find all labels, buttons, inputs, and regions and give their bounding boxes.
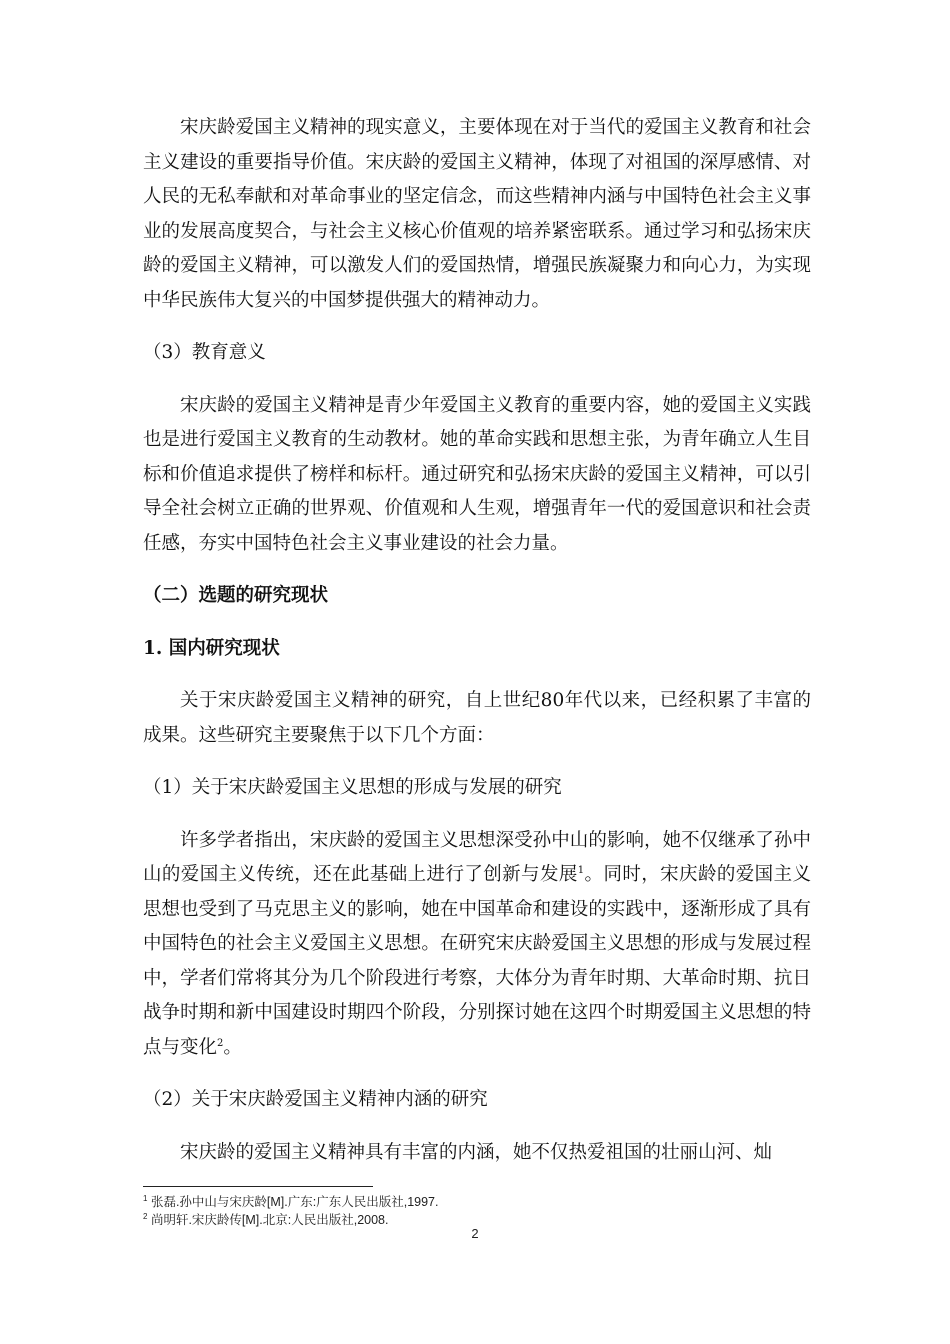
paragraph-educational-significance: 宋庆龄的爱国主义精神是青少年爱国主义教育的重要内容，她的爱国主义实践也是进行爱国主义教育的生动教材。她的革命实践和思想主张，为青年确立人生目标和价值追求提供了榜样和标杆。通过研究和弘扬宋庆龄的爱国主义精神，可以引导全社会树立正确的世界观、价值观和人生观，增强青年一代的爱国意识和社会责任感，夯实中国特色社会主义事业建设的社会力量。 — [143, 394, 811, 554]
footnote-mark: 1 — [143, 1193, 148, 1203]
paragraph-formation-development — [143, 824, 811, 1066]
footnote-mark: 2 — [143, 1211, 148, 1221]
page-number: 2 — [471, 1226, 479, 1241]
paragraph-text: 。 — [223, 1036, 242, 1058]
section-heading-research-status: （二）选题的研究现状 — [143, 585, 329, 606]
footnote-text: 尚明轩.宋庆龄传[M].北京:人民出版社,2008. — [150, 1213, 389, 1227]
footnote-ref-1[interactable]: 1 — [577, 864, 585, 876]
footnotes — [143, 1193, 811, 1229]
paragraph-research-overview: 关于宋庆龄爱国主义精神的研究，自上世纪80年代以来，已经积累了丰富的成果。这些研究主要聚焦于以下几个方面： — [143, 690, 811, 746]
paragraph-text: 许多学者指出，宋庆龄的爱国主义思想深受孙中山的影响，她不仅继承了孙中山的爱国主义传统，还在此基础上进行了创新与发展 — [143, 829, 811, 885]
paragraph-spirit-connotation: 宋庆龄的爱国主义精神具有丰富的内涵，她不仅热爱祖国的壮丽山河、灿 — [180, 1141, 773, 1163]
footnote-ref-2[interactable]: 2 — [217, 1037, 224, 1049]
footnote-item — [143, 1193, 811, 1211]
subheading-educational-significance: （3）教育意义 — [143, 342, 266, 363]
paragraph-practical-significance: 宋庆龄爱国主义精神的现实意义，主要体现在对于当代的爱国主义教育和社会主义建设的重要指导价值。宋庆龄的爱国主义精神，体现了对祖国的深厚感情、对人民的无私奉献和对革命事业的坚定信念，而这些精神内涵与中国特色社会主义事业的发展高度契合，与社会主义核心价值观的培养紧密联系。通过学习和弘扬宋庆龄的爱国主义精神，可以激发人们的爱国热情，增强民族凝聚力和向心力，为实现中华民族伟大复兴的中国梦提供强大的精神动力。 — [143, 117, 811, 311]
body-text — [143, 111, 811, 1176]
heading-domestic-research: 1. 国内研究现状 — [143, 637, 280, 659]
footnote-text: 张磊.孙中山与宋庆龄[M].广东:广东人民出版社,1997. — [150, 1195, 439, 1209]
subheading-spirit-connotation: （2）关于宋庆龄爱国主义精神内涵的研究 — [143, 1089, 488, 1110]
subheading-formation-development: （1）关于宋庆龄爱国主义思想的形成与发展的研究 — [143, 777, 562, 798]
footnote-separator — [143, 1186, 373, 1187]
paragraph-text: 。同时，宋庆龄的爱国主义思想也受到了马克思主义的影响，她在中国革命和建设的实践中，逐渐形成了具有中国特色的社会主义爱国主义思想。在研究宋庆龄爱国主义思想的形成与发展过程中，学者们常将其分为几个阶段进行考察，大体分为青年时期、大革命时期、抗日战争时期和新中国建设时期四个阶段，分别探讨她在这四个时期爱国主义思想的特点与变化 — [143, 864, 811, 1058]
